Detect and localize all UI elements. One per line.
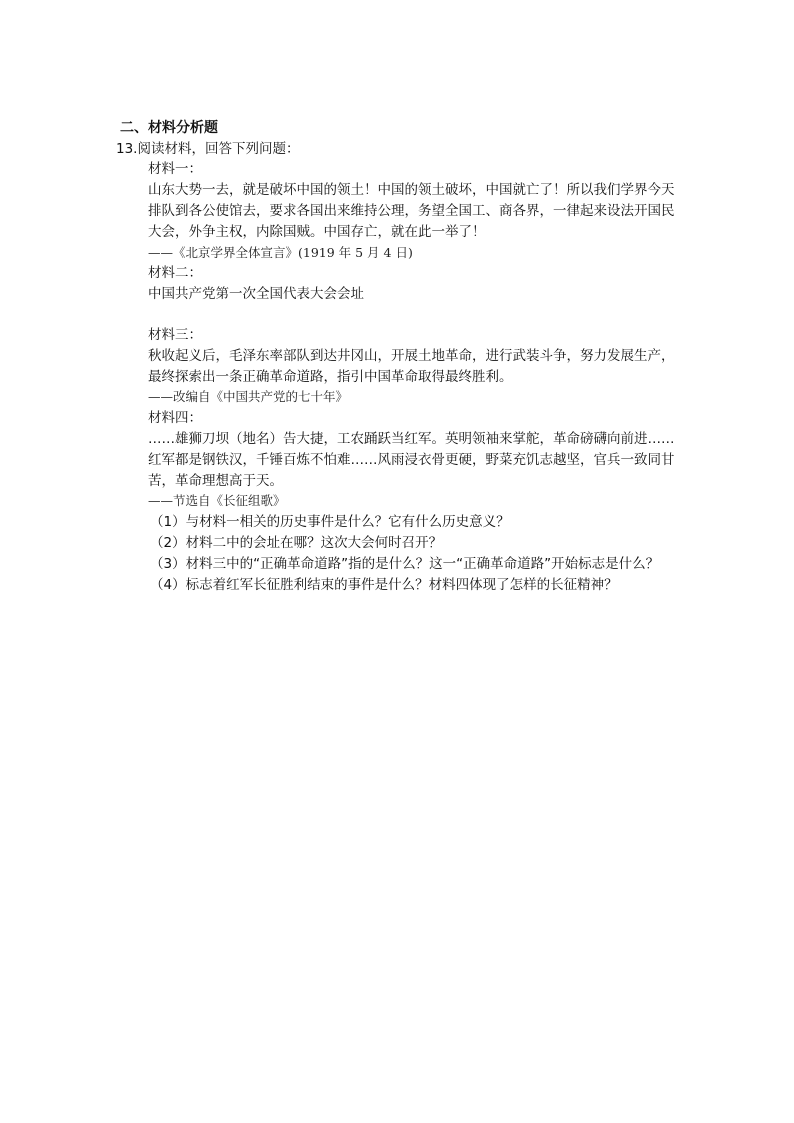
sub-question: （3）材料三中的“正确革命道路”指的是什么？这一“正确革命道路”开始标志是什么？: [150, 556, 660, 572]
sub-question: （2）材料二中的会址在哪？这次大会何时召开？: [150, 535, 443, 551]
material3-line: 秋收起义后，毛泽东率部队到达井冈山，开展土地革命，进行武装斗争，努力发展生产，: [148, 348, 675, 364]
material3-label: 材料三：: [148, 327, 202, 343]
material1-line: 大会，外争主权，内除国贼。中国存亡，就在此一举了！: [148, 224, 486, 240]
material3-source: ——改编自《中国共产党的七十年》: [148, 389, 349, 404]
material4-line: ……雄狮刀坝（地名）告大捷，工农踊跃当红军。英明领袖来掌舵，革命磅礴向前进……: [148, 431, 675, 447]
material4-source: ——节选自《长征组歌》: [148, 493, 286, 508]
material1-source: ——《北京学界全体宣言》(1919 年 5 月 4 日): [148, 245, 413, 260]
material2-label: 材料二：: [148, 265, 202, 281]
material1-line: 排队到各公使馆去，要求各国出来维持公理，务望全国工、商各界，一律起来设法开国民: [148, 203, 675, 219]
material4-label: 材料四：: [148, 410, 202, 426]
section-title: 二、材料分析题: [120, 120, 218, 136]
question-header: 13.阅读材料，回答下列问题：: [116, 141, 300, 157]
material4-line: 红军都是钢铁汉，千锤百炼不怕难……风雨浸衣骨更硬，野菜充饥志越坚，官兵一致同甘: [148, 452, 675, 468]
material4-line: 苦，革命理想高于天。: [148, 473, 283, 489]
material1-label: 材料一：: [148, 161, 202, 177]
material3-line: 最终探索出一条正确革命道路，指引中国革命取得最终胜利。: [148, 369, 513, 385]
sub-question: （1）与材料一相关的历史事件是什么？它有什么历史意义？: [150, 514, 510, 530]
material1-line: 山东大势一去，就是破坏中国的领土！中国的领土破坏，中国就亡了！所以我们学界今天: [148, 182, 675, 198]
sub-question: （4）标志着红军长征胜利结束的事件是什么？材料四体现了怎样的长征精神？: [150, 577, 618, 593]
material2-line: 中国共产党第一次全国代表大会会址: [148, 286, 364, 302]
